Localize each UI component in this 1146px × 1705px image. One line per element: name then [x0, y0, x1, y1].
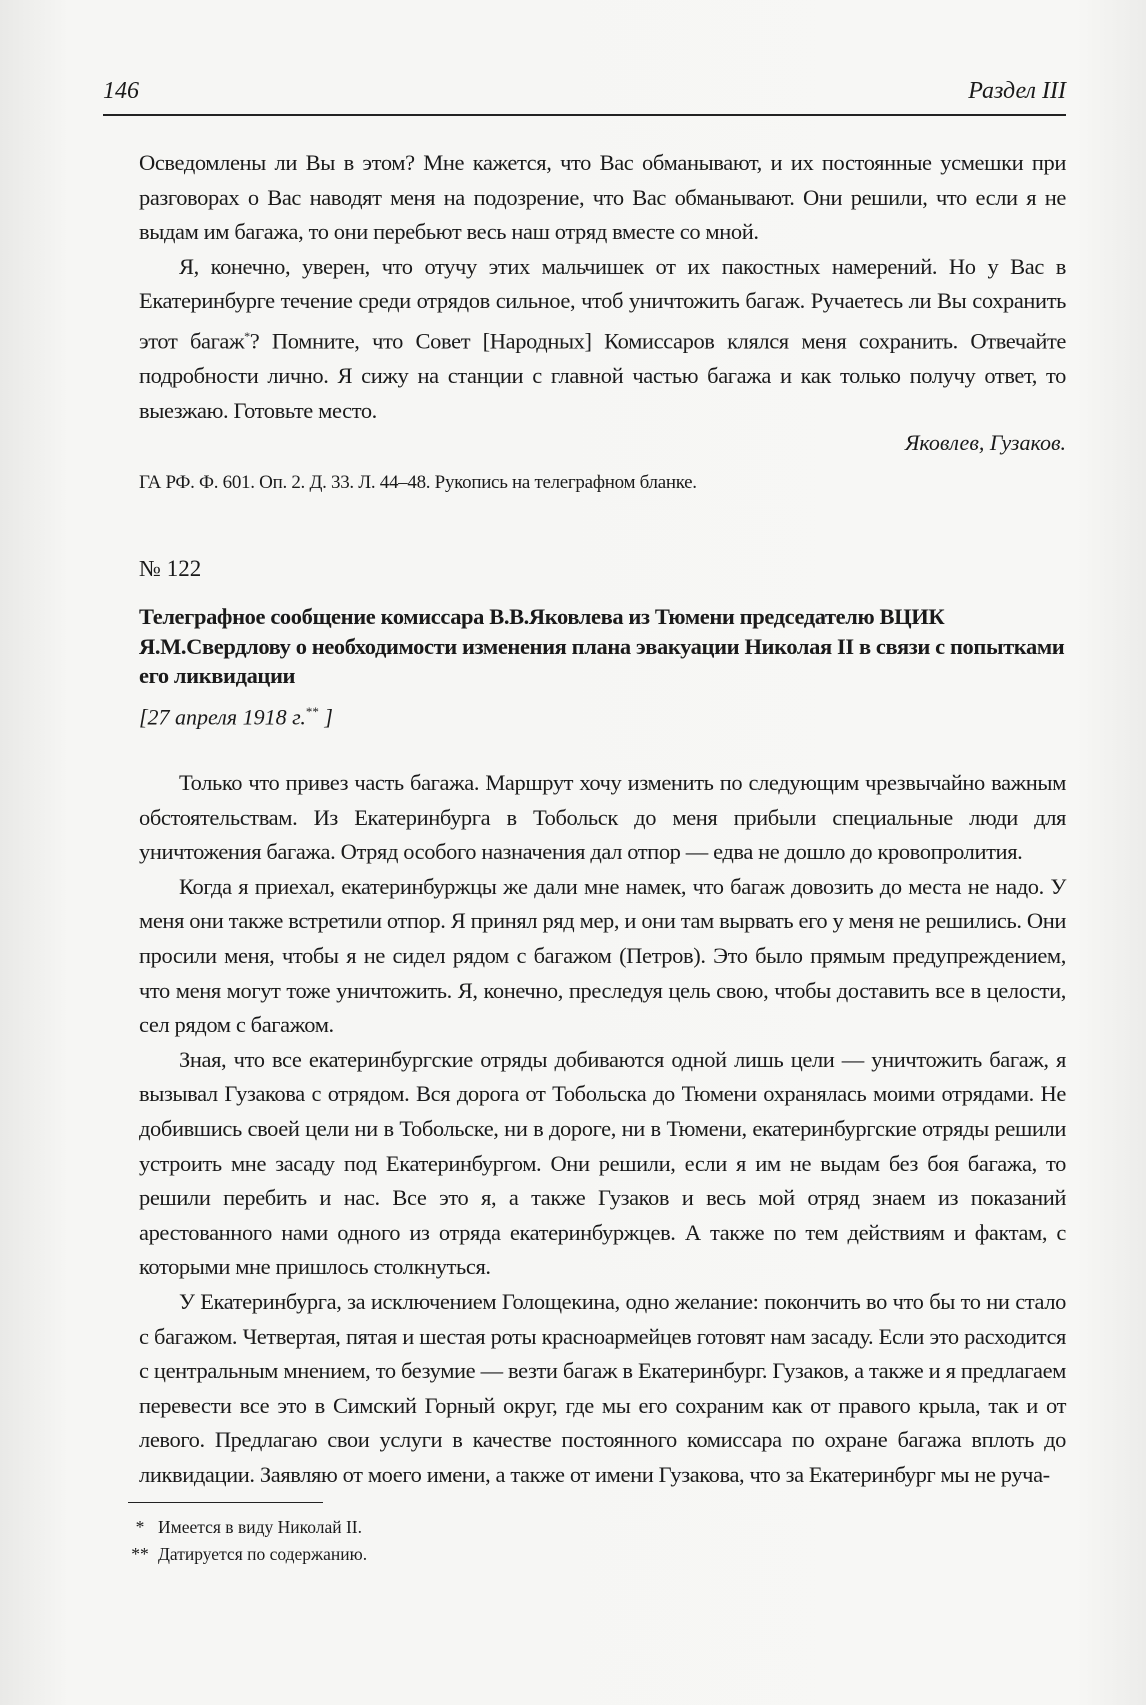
document-body — [139, 766, 1066, 1492]
section-title: Раздел III — [968, 78, 1066, 104]
paragraph: Когда я приехал, екатеринбуржцы же дали мне намек, что багаж довозить до места не надо. У меня они также встретили отпор. Я принял ряд мер, и они там вырвать его у меня не решились. Они просили меня, чтобы я не сидел рядом с багажом (Петров). Это было прямым предупреждением, что меня могут тоже уничтожить. Я, конечно, преследуя цель свою, чтобы доставить все в целости, сел рядом с багажом. — [139, 873, 1066, 1038]
paragraph: У Екатеринбурга, за исключением Голощекина, одно желание: покончить во что бы то ни стало с багажом. Четвертая, пятая и шестая роты красноармейцев готовят нам засаду. Если это расходится с центральным мнением, то безумие — везти багаж в Екатеринбург. Гузаков, а также и я предлагаем перевести все это в Симский Горный округ, где мы его сохраним как от правого крыла, так и от левого. Предлагаю свои услуги в качестве постоянного комиссара по охране багажа вплоть до ликвидации. Заявляю от моего имени, а также от имени Гузакова, что за Екатеринбург мы не руча- — [139, 1288, 1066, 1487]
paragraph: Осведомлены ли Вы в этом? Мне кажется, что Вас обманывают, и их постоянные усмешки при разговорах о Вас наводят меня на подозрение, что Вас обманывают. Они решили, что если я не выдам им багажа, то они перебьют весь наш отряд вместе со мной. — [139, 150, 1066, 245]
footnote-mark: * — [135, 1517, 145, 1537]
footnote-text: Имеется в виду Николай II. — [158, 1517, 363, 1537]
footnote-text: Датируется по содержанию. — [158, 1544, 368, 1564]
paragraph: Только что привез часть багажа. Маршрут хочу изменить по следующим чрезвычайно важным обстоятельствам. Из Екатеринбурга в Тобольск до меня прибыли специальные люди для уничтожения багажа. Отряд особого назначения дал отпор — едва не дошло до кровопролития. — [139, 770, 1066, 865]
footnote — [122, 1544, 367, 1565]
signature: Яковлев, Гузаков. — [904, 430, 1066, 455]
footnote-mark: ** — [131, 1544, 149, 1564]
intro-text — [139, 146, 1066, 428]
running-header — [103, 78, 1066, 110]
document-date — [139, 704, 333, 730]
document-title: Телеграфное сообщение комиссара В.В.Яковлева из Тюмени председателю ВЦИК Я.М.Свердлову о необходимости изменения плана эвакуации Николая II в связи с попытками его ликвидации — [139, 604, 1065, 688]
header-rule — [103, 114, 1066, 116]
page-number: 146 — [103, 78, 139, 104]
paragraph: Зная, что все екатеринбургские отряды добиваются одной лишь цели — уничтожить багаж, я вызывал Гузакова с отрядом. Вся дорога от Тобольска до Тюмени охранялась моими отрядами. Не добившись своей цели ни в Тобольске, ни в дороге, ни в Тюмени, екатеринбургские отряды решили устроить мне засаду под Екатеринбургом. Они решили, если я им не выдам без боя багажа, то решили перебить и нас. Все это я, а также Гузаков и весь мой отряд знаем из показаний арестованного нами одного из отряда екатеринбуржцев. А также по тем действиям и фактам, с которыми мне пришлось столкнуться. — [139, 1046, 1066, 1280]
document-number: № 122 — [139, 556, 202, 581]
paragraph — [139, 250, 1066, 428]
footnote-ref: * — [244, 328, 250, 343]
paragraph-part: Я, конечно, уверен, что отучу этих мальчишек от их пакостных намерений. Но у Вас в Екатеринбурге течение среди отрядов сильное, чтоб уничтожить багаж. Ручаетесь ли Вы сохранить этот багаж — [139, 253, 1066, 354]
footnote-rule — [128, 1502, 323, 1503]
archive-source: ГА РФ. Ф. 601. Оп. 2. Д. 33. Л. 44–48. Рукопись на телеграфном бланке. — [139, 472, 697, 493]
footnote — [122, 1517, 362, 1538]
paragraph-part: ? Помните, что Совет [Народных] Комиссаров клялся меня сохранить. Отвечайте подробности лично. Я сижу на станции с главной частью багажа и как только получу ответ, то выезжаю. Готовьте место. — [139, 328, 1066, 423]
footnote-ref: ** — [305, 704, 319, 719]
date-bracket: ] — [324, 704, 333, 730]
date-text: [27 апреля 1918 г. — [139, 704, 306, 730]
